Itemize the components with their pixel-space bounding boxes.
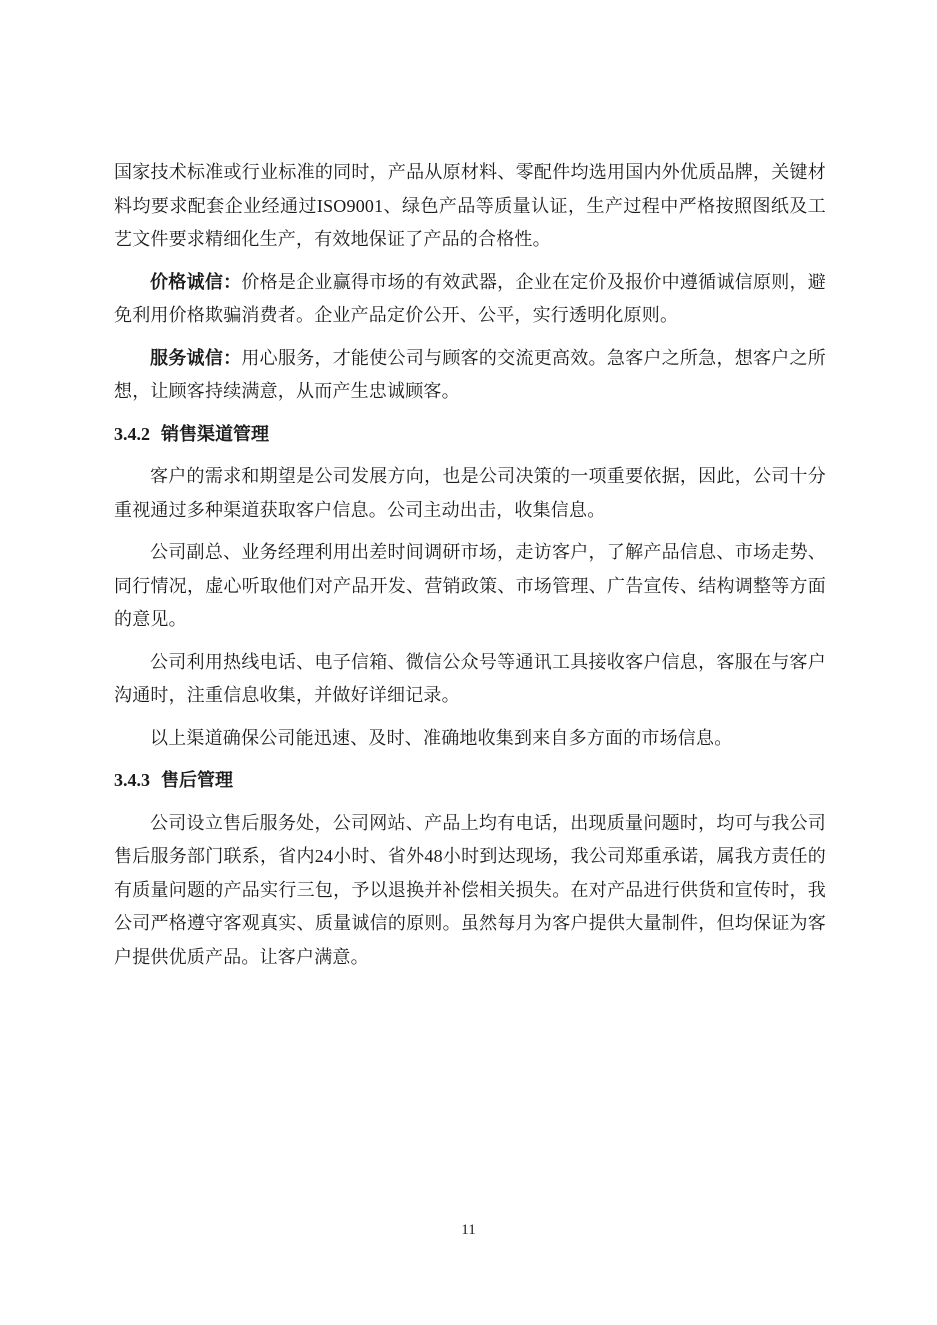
para-service-integrity-text: 用心服务，才能使公司与顾客的交流更高效。急客户之所急，想客户之所想，让顾客持续满意，从而产生忠诚顾客。 <box>114 347 827 401</box>
para-price-integrity-lead: 价格诚信： <box>150 271 242 292</box>
para-customer-needs: 客户的需求和期望是公司发展方向，也是公司决策的一项重要依据，因此，公司十分重视通过多种渠道获取客户信息。公司主动出击，收集信息。 <box>114 466 826 520</box>
page-number: 11 <box>461 1222 476 1238</box>
page-footer <box>0 1221 937 1239</box>
para-product-quality: 国家技术标准或行业标准的同时，产品从原材料、零配件均选用国内外优质品牌，关键材料均要求配套企业经通过ISO9001、绿色产品等质量认证，生产过程中严格按照图纸及工艺文件要求精细化生产，有效地保证了产品的合格性。 <box>114 162 826 249</box>
para-price-integrity-text: 价格是企业赢得市场的有效武器，企业在定价及报价中遵循诚信原则，避免利用价格欺骗消费者。企业产品定价公开、公平，实行透明化原则。 <box>114 271 827 325</box>
para-channels-summary: 以上渠道确保公司能迅速、及时、准确地收集到来自多方面的市场信息。 <box>150 727 733 748</box>
para-market-research: 公司副总、业务经理利用出差时间调研市场，走访客户，了解产品信息、市场走势、同行情况，虚心听取他们对产品开发、营销政策、市场管理、广告宣传、结构调整等方面的意见。 <box>114 542 826 629</box>
heading-3-4-3-title: 售后管理 <box>161 770 233 790</box>
heading-3-4-2 <box>114 418 826 452</box>
heading-3-4-3 <box>114 764 826 798</box>
heading-3-4-2-title: 销售渠道管理 <box>161 423 269 444</box>
para-communication-tools: 公司利用热线电话、电子信箱、微信公众号等通讯工具接收客户信息，客服在与客户沟通时，注重信息收集，并做好详细记录。 <box>114 651 826 705</box>
para-after-sales: 公司设立售后服务处，公司网站、产品上均有电话，出现质量问题时，均可与我公司售后服务部门联系，省内24小时、省外48小时到达现场，我公司郑重承诺，属我方责任的有质量问题的产品实行三包，予以退换并补偿相关损失。在对产品进行供货和宣传时，我公司严格遵守客观真实、质量诚信的原则。虽然每月为客户提供大量制件，但均保证为客户提供优质产品。让客户满意。 <box>114 812 826 967</box>
para-service-integrity <box>114 342 826 409</box>
heading-3-4-3-number: 3.4.3 <box>114 770 150 790</box>
para-service-integrity-lead: 服务诚信： <box>150 347 242 368</box>
para-price-integrity <box>114 266 826 333</box>
heading-3-4-2-number: 3.4.2 <box>114 423 150 444</box>
document-body <box>114 147 826 983</box>
